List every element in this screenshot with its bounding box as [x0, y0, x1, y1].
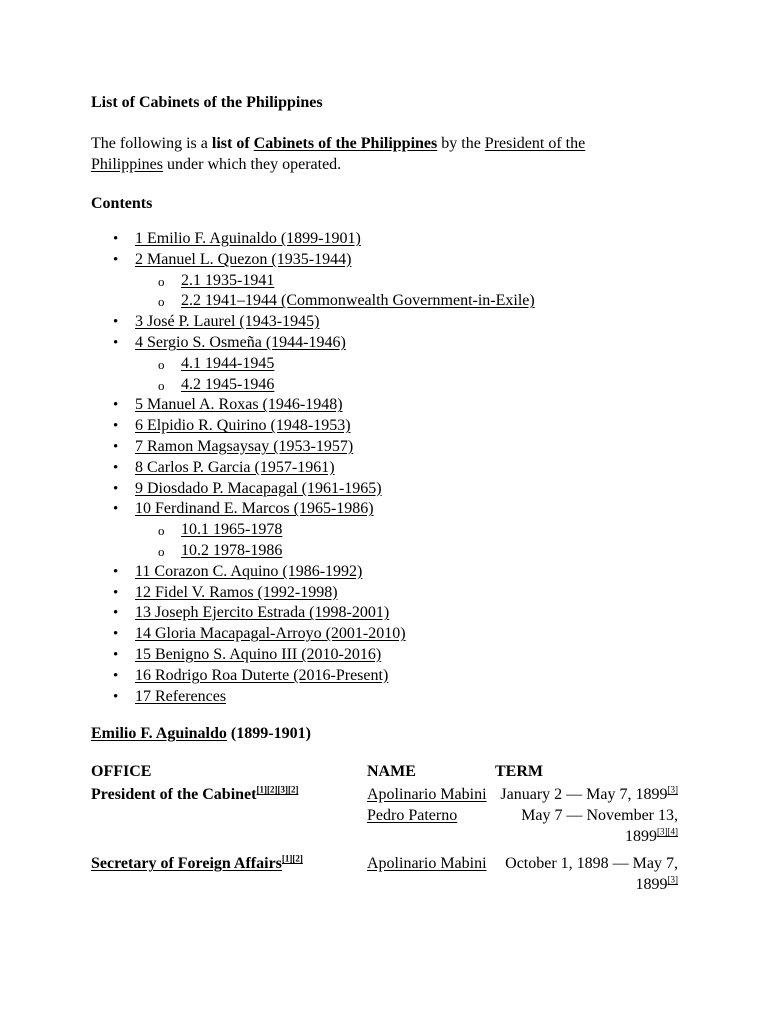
cabinet-table [91, 761, 678, 895]
term-refs[interactable]: [3] [667, 875, 678, 885]
toc-link[interactable]: 12 Fidel V. Ramos (1992-1998) [135, 583, 338, 601]
person-link[interactable]: Pedro Paterno [367, 807, 458, 825]
toc-link[interactable]: 14 Gloria Macapagal-Arroyo (2001-2010) [135, 625, 406, 643]
toc-item [91, 520, 691, 541]
toc-link[interactable]: 5 Manuel A. Roxas (1946-1948) [135, 396, 343, 414]
office-name: President of the Cabinet [91, 786, 257, 804]
toc-item [91, 479, 691, 500]
toc-item [91, 645, 691, 666]
person-link[interactable]: Apolinario Mabini [367, 855, 487, 873]
toc-link[interactable]: 11 Corazon C. Aquino (1986-1992) [135, 562, 363, 580]
toc-link[interactable]: 16 Rodrigo Roa Duterte (2016-Present) [135, 666, 389, 684]
term-refs[interactable]: [3] [667, 785, 678, 795]
office-refs[interactable]: [1][2][3][2] [256, 785, 299, 795]
term-text: October 1, 1898 — May 7, 1899 [505, 855, 678, 894]
toc-link[interactable]: 8 Carlos P. Garcia (1957-1961) [135, 458, 335, 476]
toc-link[interactable]: 2.1 1935-1941 [181, 271, 275, 289]
toc-item [91, 437, 691, 458]
term-text: May 7 — November 13, 1899 [521, 807, 678, 846]
toc-link[interactable]: 9 Diosdado P. Macapagal (1961-1965) [135, 479, 382, 497]
name-cell [367, 784, 495, 805]
table-of-contents [91, 229, 691, 707]
contents-heading: Contents [91, 195, 153, 212]
toc-link[interactable]: 3 José P. Laurel (1943-1945) [135, 313, 320, 331]
toc-item [91, 291, 691, 312]
term-cell [495, 805, 678, 853]
toc-item [91, 229, 691, 250]
office-cell [91, 784, 367, 805]
toc-link[interactable]: 7 Ramon Magsaysay (1953-1957) [135, 437, 354, 455]
toc-item [91, 395, 691, 416]
term-cell [495, 853, 678, 895]
name-cell [367, 853, 495, 895]
name-cell [367, 805, 495, 853]
toc-link[interactable]: 2.2 1941–1944 (Commonwealth Government-in-Exile) [181, 292, 535, 310]
section-heading [91, 723, 691, 745]
toc-item [91, 687, 691, 708]
term-refs[interactable]: [3][4] [657, 827, 678, 837]
toc-link[interactable]: 1 Emilio F. Aguinaldo (1899-1901) [135, 230, 361, 247]
toc-link[interactable]: 2 Manuel L. Quezon (1935-1944) [135, 250, 352, 268]
toc-item [91, 354, 691, 375]
toc-link[interactable]: 15 Benigno S. Aquino III (2010-2016) [135, 645, 382, 663]
office-cell [91, 805, 367, 853]
toc-item [91, 375, 691, 396]
president-link[interactable]: President of the Philippines [91, 135, 586, 173]
toc-link[interactable]: 10.2 1978-1986 [181, 541, 283, 559]
office-refs[interactable]: [1][2] [281, 854, 303, 864]
toc-item [91, 583, 691, 604]
page-title: List of Cabinets of the Philippines [91, 94, 323, 111]
toc-item [91, 541, 691, 562]
toc-item [91, 666, 691, 687]
term-cell [495, 784, 678, 805]
table-header-row [91, 761, 678, 784]
toc-link[interactable]: 6 Elpidio R. Quirino (1948-1953) [135, 417, 351, 435]
term-text: January 2 — May 7, 1899 [500, 786, 668, 804]
header-name: NAME [367, 763, 416, 781]
toc-item [91, 624, 691, 645]
intro-text: The following is a [91, 135, 212, 152]
document-page [91, 92, 691, 895]
toc-item [91, 416, 691, 437]
header-office: OFFICE [91, 763, 152, 781]
toc-item [91, 562, 691, 583]
toc-item [91, 458, 691, 479]
intro-text-3: under which they operated. [163, 156, 342, 173]
office-cell [91, 853, 367, 895]
toc-item [91, 271, 691, 292]
office-name[interactable]: Secretary of Foreign Affairs [91, 855, 282, 873]
toc-link[interactable]: 4 Sergio S. Osmeña (1944-1946) [135, 333, 346, 351]
section-years: (1899-1901) [226, 725, 311, 743]
person-link[interactable]: Apolinario Mabini [367, 786, 487, 804]
toc-link[interactable]: 10 Ferdinand E. Marcos (1965-1986) [135, 500, 374, 518]
toc-link[interactable]: 17 References [135, 687, 227, 705]
toc-item [91, 603, 691, 624]
toc-link[interactable]: 4.2 1945-1946 [181, 375, 275, 393]
intro-bold-text: list of [211, 135, 250, 152]
toc-link[interactable]: 13 Joseph Ejercito Estrada (1998-2001) [135, 604, 390, 622]
intro-text-2: by the [437, 135, 485, 152]
toc-item [91, 499, 691, 520]
table-row [91, 784, 678, 805]
cabinets-link[interactable]: Cabinets of the Philippines [253, 135, 438, 152]
section-aguinaldo-link[interactable]: Emilio F. Aguinaldo [91, 725, 227, 743]
toc-link[interactable]: 4.1 1944-1945 [181, 354, 275, 372]
intro-paragraph [91, 133, 651, 175]
table-row [91, 805, 678, 853]
toc-item [91, 333, 691, 354]
header-term: TERM [495, 763, 543, 781]
toc-item [91, 250, 691, 271]
toc-link[interactable]: 10.1 1965-1978 [181, 521, 283, 539]
table-row [91, 853, 678, 895]
toc-item [91, 312, 691, 333]
